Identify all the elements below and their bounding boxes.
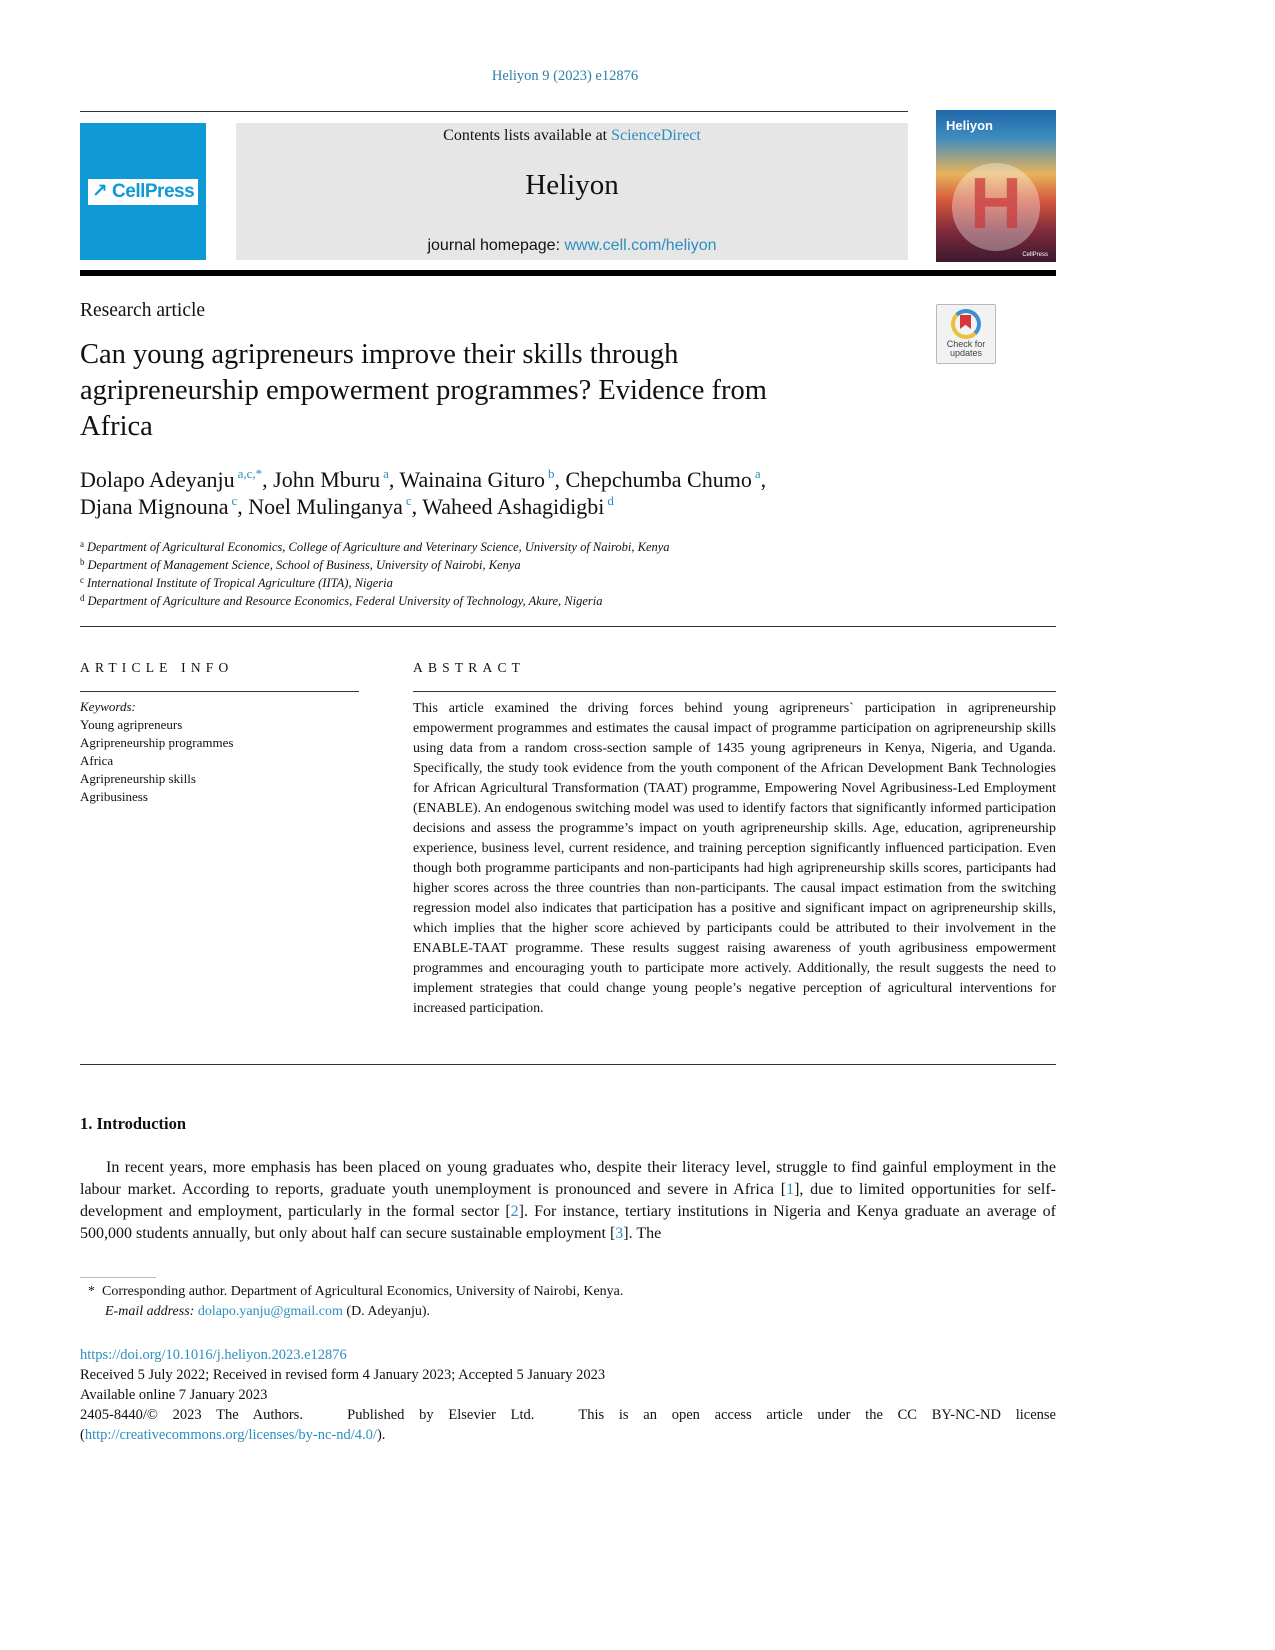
- footnote-text: Corresponding author. Department of Agricultural Economics, University of Nairobi, Kenya.: [102, 1284, 624, 1299]
- sciencedirect-link[interactable]: ScienceDirect: [611, 127, 701, 144]
- author-name: Waheed Ashagidigbi: [422, 494, 605, 519]
- keyword: Agribusiness: [80, 789, 148, 804]
- abstract-text: This article examined the driving forces behind young agripreneurs` participation in agripreneurship empowerment programmes and estimates the causal impact of programme participation on agripreneurship skills using data from a random cross-section sample of 1435 young agripreneurs in Kenya, Nigeria, and Uganda. Specifically, the study took evidence from the youth component of the African Development Bank Technologies for African Agricultural Transformation (TAAT) programme, Empowering Novel Agribusiness-Led Employment (ENABLE). An endogenous switching model was used to identify factors that significantly informed participation decisions and assess the programme’s impact on youth agripreneurship skills. Age, education, agripreneurship experience, business level, current residence, and training perception significantly influenced participation. Even though both programme participants and non-participants had high agripreneurship skills scores, participants had higher scores across the three countries than non-participants. The causal impact estimation from the switching regression model also indicates that participation has a positive and significant impact on agripreneurship skills, which implies that the higher score achieved by participants could be attributed to their involvement in the ENABLE-TAAT programme. These results suggest raising awareness of youth agribusiness empowerment programmes and encouraging youth to participate more actively. Additionally, the result suggests the need to implement strategies that could change young people’s negative perception of agricultural interventions for increased participation.: [413, 701, 1056, 1016]
- keyword: Young agripreneurs: [80, 717, 183, 732]
- intro-text-part: ]. For instance, tertiary institutions in Nigeria and Kenya graduate an average of 500,000 students annually, but only about half can secure sustainable employment [: [80, 1203, 1056, 1242]
- running-head[interactable]: Heliyon 9 (2023) e12876: [491, 68, 639, 84]
- citation-link[interactable]: 1: [786, 1181, 795, 1198]
- author[interactable]: [80, 467, 262, 492]
- license-url-line: [80, 1425, 1056, 1445]
- author-name: Wainaina Gituro: [399, 467, 545, 492]
- publisher-logo-panel[interactable]: [80, 123, 206, 260]
- affiliation: [80, 538, 980, 556]
- keyword: Agripreneurship programmes: [80, 735, 234, 750]
- affiliation-marker[interactable]: a: [383, 466, 389, 481]
- keywords-label: Keywords:: [80, 699, 136, 714]
- cover-letter: H: [970, 164, 1022, 244]
- citation-link[interactable]: 2: [510, 1203, 519, 1220]
- author-name: Dolapo Adeyanju: [80, 467, 235, 492]
- paren-close: ).: [376, 1427, 386, 1443]
- affiliation-key: b: [80, 557, 85, 567]
- author-name: John Mburu: [273, 467, 381, 492]
- affiliation: [80, 556, 980, 574]
- keywords-block: [80, 698, 360, 806]
- affiliation-key: c: [80, 575, 84, 585]
- footnote-marker: *: [88, 1284, 95, 1299]
- article-info-heading: ARTICLE INFO: [80, 660, 234, 675]
- check-updates-line2: updates: [949, 348, 983, 358]
- author[interactable]: [422, 494, 614, 519]
- affiliation-marker[interactable]: b: [547, 466, 555, 481]
- abstract-rule: [413, 691, 1056, 692]
- homepage-line: [236, 237, 908, 255]
- author-list: Dolapo Adeyanju $^{a,c,*}$, John Mburu $^a$, Wainaina Gituro $^b$, Chepchumba Chumo $^a$, Djana Mignouna $^c$, Noel Mulinganya $^c$, Waheed Ashagidigbi $^d$: [80, 466, 767, 519]
- journal-masthead: [236, 123, 908, 260]
- article-title: Can young agripreneurs improve their skills through agripreneurship empowerment programmes? Evidence from Africa: [80, 339, 767, 442]
- email-suffix: (D. Adeyanju).: [342, 1304, 430, 1319]
- check-updates-label: [937, 340, 995, 358]
- contents-line: [236, 127, 908, 145]
- available-online-date: Available online 7 January 2023: [80, 1387, 268, 1403]
- affiliation-key: d: [80, 593, 85, 603]
- author-name: Chepchumba Chumo: [565, 467, 752, 492]
- journal-homepage-link[interactable]: www.cell.com/heliyon: [564, 237, 717, 254]
- affiliation: [80, 574, 980, 592]
- publication-info: [80, 1345, 1056, 1445]
- introduction-paragraph: [80, 1157, 1056, 1245]
- abstract-bottom-rule: [80, 1064, 1056, 1065]
- email-link[interactable]: dolapo.yanju@gmail.com: [197, 1304, 343, 1319]
- affiliation-marker[interactable]: a,c,*: [237, 466, 263, 481]
- footnote-line: [88, 1282, 1048, 1302]
- keyword: Agripreneurship skills: [80, 771, 196, 786]
- license-link[interactable]: http://creativecommons.org/licenses/by-nc-nd/4.0/: [84, 1427, 377, 1443]
- footnote-rule: [80, 1277, 156, 1278]
- author-name: Noel Mulinganya: [248, 494, 403, 519]
- section-heading-introduction: 1. Introduction: [80, 1114, 187, 1133]
- affiliation-marker[interactable]: c: [405, 493, 412, 508]
- cover-brand: CellPress: [1022, 252, 1048, 258]
- affiliation-list: [80, 538, 980, 610]
- cellpress-logo: [88, 179, 198, 205]
- author[interactable]: [273, 467, 389, 492]
- affiliation-text: Department of Agricultural Economics, College of Agriculture and Veterinary Science, University of Nairobi, Kenya: [87, 540, 670, 554]
- abstract-heading: ABSTRACT: [413, 660, 526, 675]
- affiliation-marker[interactable]: d: [607, 493, 614, 508]
- cover-title: Heliyon: [946, 118, 993, 133]
- paren-open: (: [80, 1427, 85, 1443]
- license-statement: 2405-8440/© 2023 The Authors. Published by Elsevier Ltd. This is an open access article under the CC BY-NC-ND license: [80, 1407, 1056, 1423]
- link-icon: ↗: [91, 181, 108, 202]
- affiliation-marker[interactable]: c: [231, 493, 238, 508]
- journal-cover-image[interactable]: [936, 110, 1056, 262]
- journal-name: Heliyon: [525, 169, 619, 201]
- header-rule: [80, 111, 908, 112]
- citation-link[interactable]: 3: [615, 1225, 624, 1242]
- affiliation-text: Department of Management Science, School of Business, University of Nairobi, Kenya: [87, 558, 521, 572]
- intro-text-part: In recent years, more emphasis has been placed on young graduates who, despite their literacy level, struggle to find gainful employment in the labour market. According to reports, graduate youth unemployment is pronounced and severe in Africa [: [80, 1159, 1056, 1198]
- affiliation-key: a: [80, 539, 84, 549]
- intro-text-part: ], due to limited opportunities for self-development and employment, particularly in the formal sector [: [80, 1181, 1056, 1220]
- corresponding-author-footnote: [88, 1282, 1048, 1322]
- received-dates: Received 5 July 2022; Received in revised form 4 January 2023; Accepted 5 January 2023: [80, 1367, 606, 1383]
- section-divider: [80, 626, 1056, 627]
- masthead-thick-rule: [80, 270, 1056, 276]
- affiliation-text: International Institute of Tropical Agriculture (IITA), Nigeria: [87, 576, 393, 590]
- intro-text-part: ]. The: [623, 1225, 662, 1242]
- homepage-prefix: journal homepage:: [427, 237, 565, 254]
- doi-link[interactable]: https://doi.org/10.1016/j.heliyon.2023.e12876: [80, 1347, 347, 1363]
- affiliation-marker[interactable]: a: [754, 466, 761, 481]
- author[interactable]: [399, 467, 554, 492]
- contents-prefix: Contents lists available at: [443, 127, 612, 144]
- check-for-updates-button[interactable]: [936, 304, 996, 364]
- author[interactable]: [248, 494, 411, 519]
- keyword: Africa: [80, 753, 114, 768]
- article-type: Research article: [80, 300, 206, 321]
- footnote-email-line: [88, 1302, 1048, 1322]
- check-updates-line1: Check for: [946, 339, 986, 349]
- email-label: E-mail address:: [105, 1304, 195, 1319]
- article-info-rule: [80, 691, 359, 692]
- affiliation-text: Department of Agriculture and Resource Economics, Federal University of Technology, Akure, Nigeria: [87, 594, 603, 608]
- author[interactable]: [565, 467, 760, 492]
- author[interactable]: [80, 494, 237, 519]
- cellpress-logo-text: CellPress: [112, 181, 195, 202]
- affiliation: [80, 592, 980, 610]
- author-name: Djana Mignouna: [80, 494, 229, 519]
